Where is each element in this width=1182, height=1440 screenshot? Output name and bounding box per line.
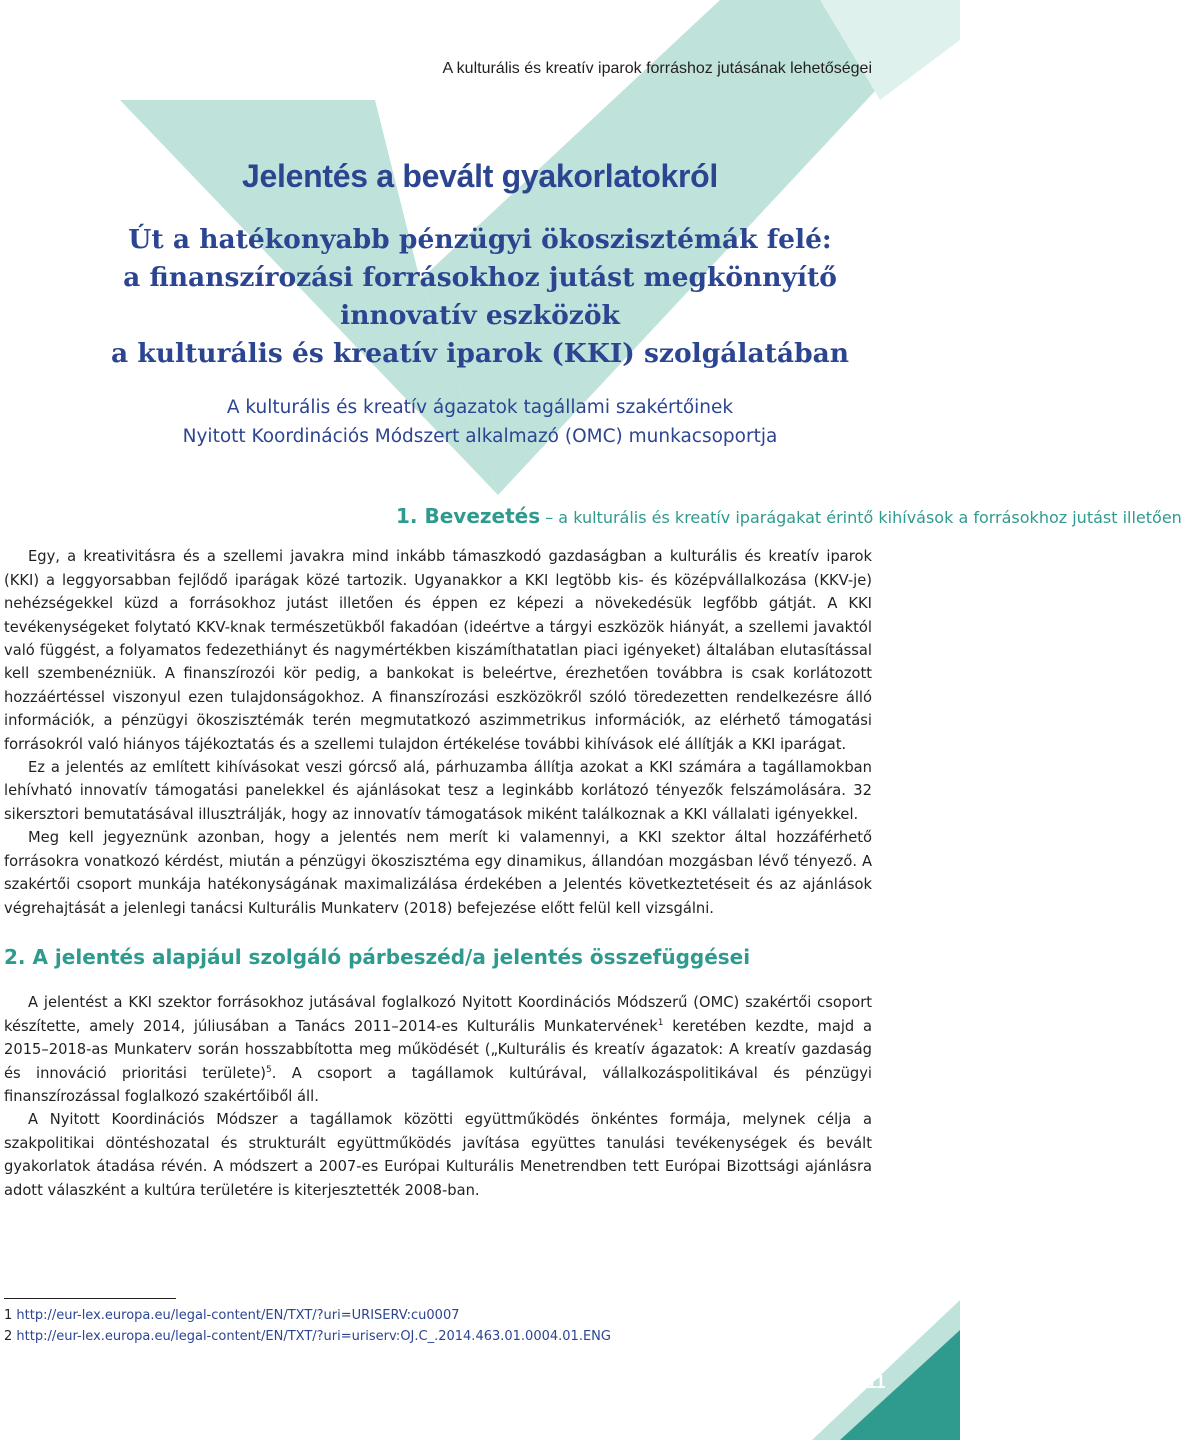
subtitle-line: a finanszírozási forrásokhoz jutást megkönnyítő [123,262,837,293]
body-text [4,504,1182,1202]
subtitle-line: innovatív eszközök [340,300,620,331]
org-line: Nyitott Koordinációs Módszert alkalmazó (OMC) munkacsoportja [182,426,778,447]
footnotes [4,1298,611,1347]
running-header: A kulturális és kreatív iparok forráshoz jutásának lehetőségei [442,60,872,77]
section-1-heading [4,504,1182,529]
subtitle-line: a kulturális és kreatív iparok (KKI) szolgálatában [110,338,850,369]
section-2-paragraph [4,991,872,1108]
paragraph-text: A jelentést a KKI szektor forrásokhoz jutásával foglalkozó Nyitott Koordinációs Módszerű (OMC) szakértői csoport készítette, amely 2014, júliusában a Tanács 2011–2014-es Kulturális Munkatervének [4,994,872,1035]
section-1-number-title: 1. Bevezetés [396,504,541,528]
report-subtitle [0,221,960,373]
footnote-item [4,1326,611,1347]
org-line: A kulturális és kreatív ágazatok tagállami szakértőinek [226,397,734,418]
footnote-item [4,1305,611,1326]
section-1-paragraph: Ez a jelentés az említett kihívásokat veszi górcső alá, párhuzamba állítja azokat a KKI számára a tagállamokban lehívható innovatív támogatási panelekkel és ajánlásokat tesz a leginkább korlátozó tényezők felszámolására. 32 sikersztori bemutatásával illusztrálják, hogy az innovatív támogatások miként találkoznak a KKI vállalati igényekkel. [4,759,872,823]
report-title: Jelentés a bevált gyakorlatokról [242,158,718,194]
section-2-paragraph: A Nyitott Koordinációs Módszer a tagállamok közötti együttműködés önkéntes formája, melynek célja a szakpolitikai döntéshozatal és strukturált együttműködés javítása együttes tanulási tevékenységek és bevált gyakorlatok átadása révén. A módszert a 2007-es Európai Kulturális Menetrendben tett Európai Bizottsági ajánlásra adott válaszként a kultúra területére is kiterjesztették 2008-ban. [4,1111,872,1199]
footnote-divider [4,1298,176,1299]
working-group-name [0,393,960,451]
subtitle-line: Út a hatékonyabb pénzügyi ökoszisztémák felé: [128,224,832,255]
page-number: 11 [866,1372,886,1392]
paragraph-text: . A csoport a tagállamok kultúrával, vállalkozáspolitikával és pénzügyi finanszírozással foglalkozó szakértőiből áll. [4,1064,872,1105]
section-1-paragraph: Egy, a kreativitásra és a szellemi javakra mind inkább támaszkodó gazdaságban a kulturális és kreatív iparok (KKI) a leggyorsabban fejlődő iparágak közé tartozik. Ugyanakkor a KKI legtöbb kis- és középvállalkozása (KKV-je) nehézségekkel küzd a forrásokhoz jutást illetően és éppen ez képezi a növekedésük legfőbb gátját. A KKI tevékenységeket folytató KKV-knak természetükből fakadóan (ideértve a tárgyi eszközök hiányát, a szellemi javaktól való függést, a folyamatos fedezethiányt és nagymértékben kiszámíthatatlan piaci igényeket) általában elutasítással kell szembenézniük. A finanszírozói kör pedig, a bankokat is beleértve, érezhetően továbbra is csak korlátozott hozzáértéssel viszonyul ezen tulajdonságokhoz. A finanszírozási eszközökről szóló töredezetten rendelkezésre álló információk, a pénzügyi ökoszisztémák terén megmutatkozó aszimmetrikus információk, az elérhető támogatási forrásokról való hiányos tájékoztatás és a szellemi tulajdon értékelése további kihívások elé állítják a KKI iparágat. [4,548,872,753]
footnote-link[interactable]: http://eur-lex.europa.eu/legal-content/EN/TXT/?uri=URISERV:cu0007 [16,1308,460,1323]
footnote-number: 2 [4,1329,13,1344]
section-2-heading: 2. A jelentés alapjául szolgáló párbeszéd/a jelentés összefüggései [4,944,751,969]
footnote-ref[interactable]: 1 [657,1017,664,1028]
footnote-number: 1 [4,1308,13,1323]
footnote-link[interactable]: http://eur-lex.europa.eu/legal-content/EN/TXT/?uri=uriserv:OJ.C_.2014.463.01.0004.01.ENG [16,1329,611,1344]
section-1-paragraph: Meg kell jegyeznünk azonban, hogy a jelentés nem merít ki valamennyi, a KKI szektor által hozzáférhető forrásokra vonatkozó kérdést, miután a pénzügyi ökoszisztéma egy dinamikus, állandóan mozgásban lévő tényező. A szakértői csoport munkája hatékonyságának maximalizálása érdekében a Jelentés következtetéseit és az ajánlások végrehajtását a jelenlegi tanácsi Kulturális Munkaterv (2018) befejezése előtt felül kell vizsgálni. [4,829,872,917]
title-block [0,158,960,451]
footnote-ref[interactable]: 5 [266,1064,272,1075]
paragraph-text: keretében kezdte, majd a 2015–2018-as Munkaterv során hosszabbította meg működését („Kulturális és kreatív ágazatok: A kreatív gazdaság és innováció prioritási területe) [4,1017,872,1082]
section-1-subtitle: – a kulturális és kreatív iparágakat érintő kihívások a forrásokhoz jutást illetően [540,508,1182,527]
